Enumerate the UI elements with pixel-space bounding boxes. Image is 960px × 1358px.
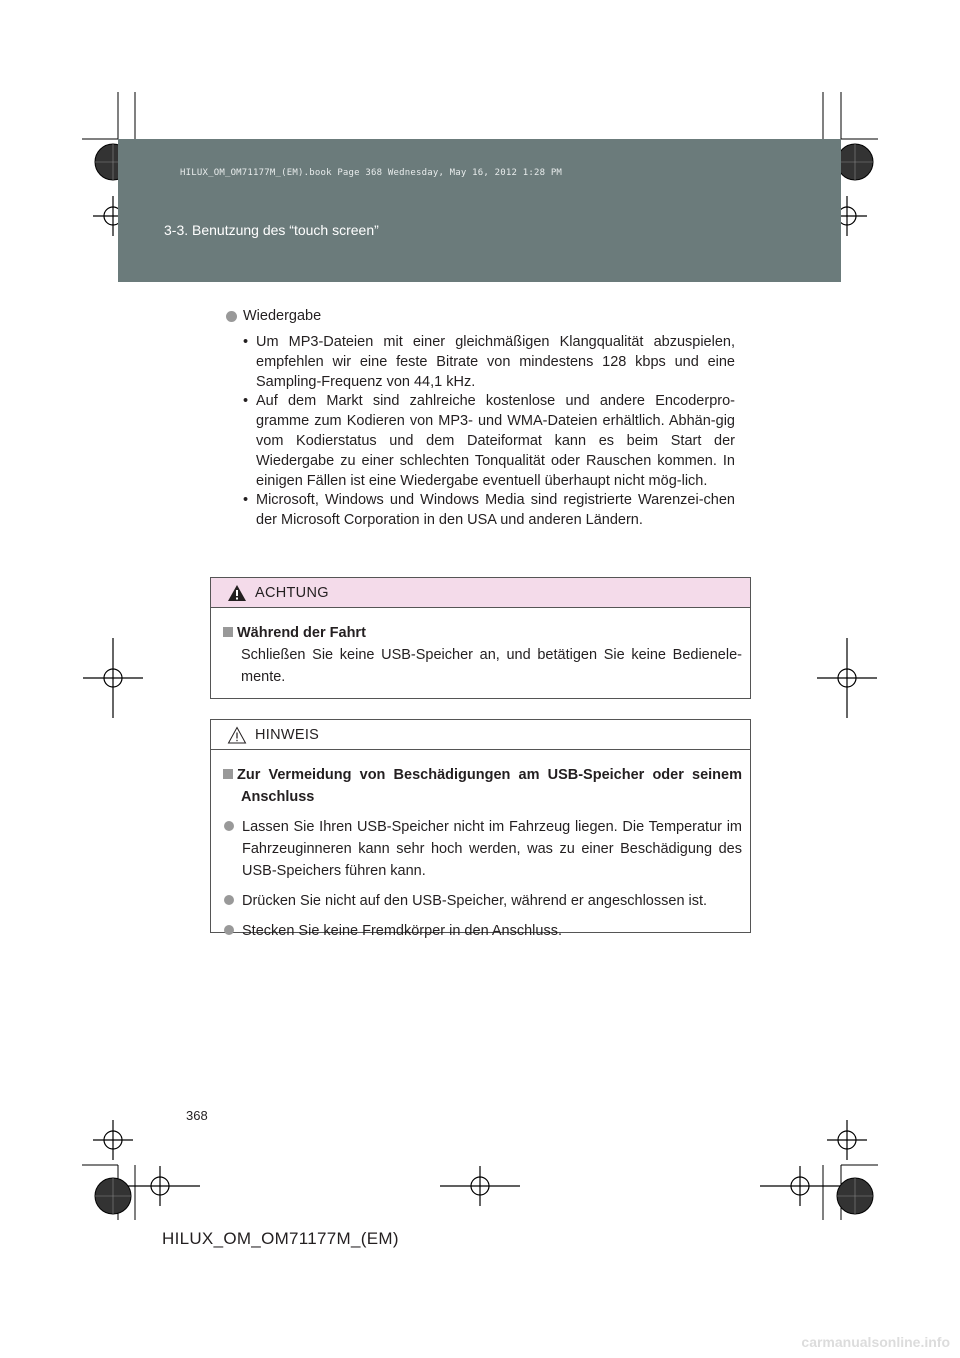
caution-title: ACHTUNG — [255, 584, 329, 601]
notice-box — [210, 719, 751, 939]
playback-heading-text: Wiedergabe — [243, 308, 322, 324]
square-bullet-icon — [223, 627, 233, 637]
notice-title: HINWEIS — [255, 726, 320, 743]
bullet-dot-icon — [224, 925, 234, 935]
notice-header — [211, 720, 750, 750]
notice-subheading: Zur Vermeidung von Beschädigungen am USB-Speicher oder seinem Anschluss — [223, 764, 742, 808]
notice-body — [211, 750, 750, 954]
header-band — [118, 139, 841, 282]
caution-body — [211, 608, 750, 700]
caution-text: Schließen Sie keine USB-Speicher an, und betätigen Sie keine Bedienele-mente. — [241, 647, 742, 685]
warning-triangle-icon — [227, 584, 247, 602]
square-bullet-icon — [223, 769, 233, 779]
playback-bullets — [243, 333, 735, 531]
playback-heading — [226, 308, 321, 324]
bullet-dot-icon — [226, 311, 237, 322]
caution-header — [211, 578, 750, 608]
list-item: Drücken Sie nicht auf den USB-Speicher, während er angeschlossen ist. — [223, 890, 742, 912]
list-item: • Um MP3-Dateien mit einer gleichmäßigen Klangqualität abzuspielen, empfehlen wir eine feste Bitrate von mindestens 128 kbps und eine Sampling-Frequenz von 44,1 kHz. — [243, 333, 735, 392]
list-item: Stecken Sie keine Fremdkörper in den Anschluss. — [223, 920, 742, 942]
bullet-dot-icon — [224, 821, 234, 831]
list-item: • Microsoft, Windows und Windows Media sind registrierte Warenzei-chen der Microsoft Corporation in den USA und anderen Ländern. — [243, 491, 735, 531]
list-item: Lassen Sie Ihren USB-Speicher nicht im Fahrzeug liegen. Die Temperatur im Fahrzeuginneren kann sehr hoch werden, was zu einer Beschädigung des USB-Speichers führen kann. — [223, 816, 742, 882]
document-code: HILUX_OM_OM71177M_(EM) — [162, 1229, 399, 1248]
print-stamp: HILUX_OM_OM71177M_(EM).book Page 368 Wednesday, May 16, 2012 1:28 PM — [180, 168, 563, 178]
bullet-dot-icon — [224, 895, 234, 905]
page-number: 368 — [186, 1108, 208, 1123]
list-item: • Auf dem Markt sind zahlreiche kostenlose und andere Encoderpro-gramme zum Kodieren von MP3- und WMA-Dateien erhältlich. Abhän-gig vom Kodierstatus und dem Dateiformat kann es beim Start der Wiedergabe zu einer schlechten Tonqualität oder Rauschen kommen. In einigen Fällen ist eine Wiedergabe eventuell überhaupt nicht mög-lich. — [243, 392, 735, 491]
caution-subheading: Während der Fahrt — [223, 622, 742, 644]
site-watermark: carmanualsonline.info — [801, 1334, 950, 1350]
notice-triangle-icon — [227, 726, 247, 744]
section-title: 3-3. Benutzung des “touch screen” — [164, 222, 379, 238]
caution-box — [210, 577, 751, 699]
